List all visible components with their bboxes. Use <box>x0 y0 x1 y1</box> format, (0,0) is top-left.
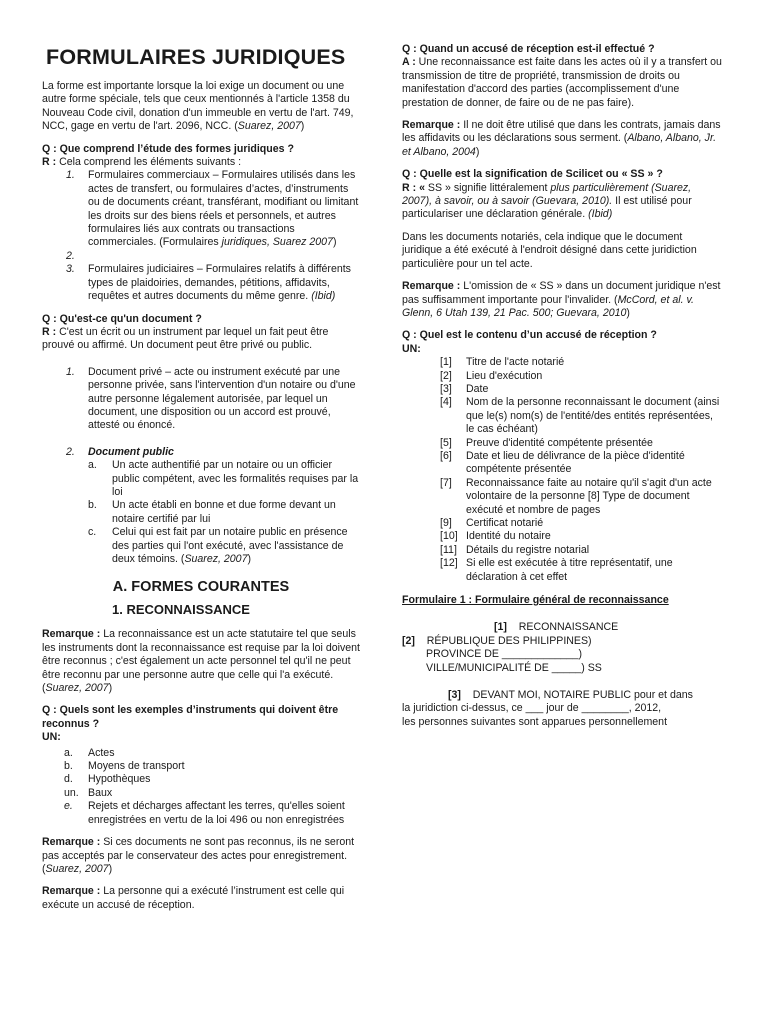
form-text: DEVANT MOI, NOTAIRE PUBLIC pour et dans <box>472 689 693 702</box>
intro-citation: Suarez, 2007 <box>237 120 301 133</box>
intro-text: La forme est importante lorsque la loi exige un document ou une autre forme spéciale, tels que ceux mentionnés à l'article 1358 du Nouveau Code civil, donation d'un immeuble en vertu de l'art. 749, NCC, gage en vertu de l'art. 2096, NCC. ( <box>42 80 354 133</box>
list-item-text: Certificat notarié <box>466 517 544 529</box>
sublist-item-citation: Suarez, 2007 <box>184 553 248 565</box>
remark-label: Remarque : <box>42 628 101 641</box>
remark-1 <box>42 628 360 695</box>
form-text: RÉPUBLIQUE DES PHILIPPINES) <box>426 634 592 647</box>
list-item-text: Lieu d'exécution <box>466 369 543 382</box>
list-item-text: Document privé – acte ou instrument exécuté par une personne privée, sans l'intervention d'un notaire ou d'une autre personne légalement autorisée, par lequel un document, une disposition ou un accord est prouvé, attesté ou énoncé. <box>88 365 356 432</box>
answer-label-un: UN: <box>402 342 421 355</box>
list-number: [1] <box>440 356 452 369</box>
question-5: Q : Quelle est la signification de Scilicet ou « SS » ? <box>402 168 663 181</box>
sublist-item <box>42 526 360 566</box>
remark-3 <box>42 885 360 912</box>
list-number: 1. <box>66 365 75 378</box>
list-item <box>42 250 360 263</box>
remark-end: ) <box>108 862 113 875</box>
list-item <box>402 396 724 436</box>
acknowledgment-contents-list <box>402 356 724 584</box>
list-number: 2. <box>66 445 75 458</box>
list-item-text: Date et lieu de délivrance de la pièce d'identité compétente présentée <box>466 449 685 476</box>
sublist-letter: a. <box>88 459 97 472</box>
list-item-text: Titre de l'acte notarié <box>466 356 565 369</box>
form-line-4: VILLE/MUNICIPALITÉ DE _____) SS <box>426 661 602 674</box>
remark-label: Remarque : <box>42 885 101 898</box>
list-number: [3] <box>440 382 452 395</box>
page-title: FORMULAIRES JURIDIQUES <box>46 45 346 69</box>
field-number: [2] <box>402 634 415 647</box>
list-letter: e. <box>64 800 73 813</box>
form-line-3: PROVINCE DE _____________) <box>426 648 583 661</box>
right-column <box>402 43 724 729</box>
list-item <box>42 773 360 786</box>
list-number: [9] <box>440 517 452 529</box>
list-item <box>42 747 360 760</box>
sublist-item-end: ) <box>247 553 251 565</box>
form-line-5 <box>402 689 724 702</box>
answer-4 <box>402 56 724 110</box>
list-letter: a. <box>64 746 73 759</box>
answer-2 <box>42 326 360 353</box>
remark-5 <box>402 280 724 320</box>
list-number: [4] <box>440 396 452 409</box>
remark-citation: Suarez, 2007 <box>45 682 109 695</box>
remark-citation: McCord, et al. v. Glenn, 6 Utah 139, 21 Pac. 500; Guevara, 2010 <box>402 293 694 319</box>
remark-text: Il ne doit être utilisé que dans les contrats, jamais dans les affidavits ou les déclarations sous serment. ( <box>402 119 721 145</box>
answer-label: R : « <box>402 181 425 194</box>
intro-end: ) <box>300 120 305 133</box>
list-item <box>402 477 724 517</box>
document-types-list <box>42 366 360 459</box>
notarial-paragraph: Dans les documents notariés, cela indique que le document juridique a été exécuté à l'endroit désigné dans cette juridiction particulière pour un tel acte. <box>402 230 697 270</box>
list-item <box>402 383 724 396</box>
list-number: [6] <box>440 449 452 462</box>
list-item <box>402 557 724 584</box>
forms-list <box>42 169 360 303</box>
answer-5-text: SS » signifie littéralement <box>424 181 551 194</box>
remark-end: ) <box>475 145 480 158</box>
instruments-list <box>42 747 360 827</box>
list-letter: d. <box>64 773 73 786</box>
form-line-2 <box>402 635 724 648</box>
list-item <box>402 517 724 530</box>
list-item-text: Détails du registre notarial <box>466 543 590 556</box>
question-3: Q : Quels sont les exemples d’instruments qui doivent être reconnus ? <box>42 704 339 730</box>
remark-2 <box>42 836 360 876</box>
sublist-item-text: Celui qui est fait par un notaire public en présence des parties qui l'ont exécuté, avec l'assistance de deux témoins. ( <box>112 526 348 565</box>
question-2: Q : Qu'est-ce qu'un document ? <box>42 312 202 325</box>
list-item <box>402 356 724 369</box>
remark-label: Remarque : <box>402 119 461 132</box>
remark-4 <box>402 119 724 159</box>
list-number: [7] <box>440 476 452 489</box>
list-item-text: Baux <box>88 786 113 799</box>
list-item-private-document <box>42 366 360 433</box>
remark-end: ) <box>626 306 630 319</box>
list-item <box>402 450 724 477</box>
list-number: [10] <box>440 530 458 543</box>
sublist-letter: b. <box>88 499 97 512</box>
form-line-7: les personnes suivantes sont apparues personnellement <box>402 715 668 728</box>
answer-5-citation-2: (Ibid) <box>588 208 613 221</box>
list-item-text: Reconnaissance faite au notaire qu'il s'agit d'un acte volontaire de la personne [8] Type de document exécuté et nombre de pages <box>466 476 712 516</box>
question-6: Q : Quel est le contenu d’un accusé de réception ? <box>402 329 657 342</box>
list-item-text: Formulaires commerciaux – Formulaires utilisés dans les actes de transfert, ou formulaires d’actes, d’instruments ou de documents créant, transférant, modifiant ou limitant les droits sur des biens réels et personnels, et autres formulaires liés aux contrats ou transactions commerciales. (Formulaires <box>88 169 359 249</box>
list-item <box>42 760 360 773</box>
question-1: Q : Que comprend l’étude des formes juridiques ? <box>42 142 294 155</box>
form-1-title: Formulaire 1 : Formulaire général de reconnaissance <box>402 594 669 607</box>
list-item-text: Identité du notaire <box>466 530 551 543</box>
sublist-letter: c. <box>88 526 97 539</box>
list-item-heading: Document public <box>88 445 174 458</box>
subsection-heading-1: 1. RECONNAISSANCE <box>112 602 250 618</box>
list-item-text: Nom de la personne reconnaissant le document (ainsi que le(s) nom(s) de l'entité/des entités représentées, le cas échéant) <box>466 396 720 436</box>
list-number: 1. <box>66 169 75 182</box>
sublist-item <box>42 499 360 526</box>
list-item <box>402 544 724 557</box>
list-item-text: Hypothèques <box>88 773 151 786</box>
list-item <box>42 169 360 249</box>
list-item-text: Date <box>466 382 489 395</box>
section-heading-a: A. FORMES COURANTES <box>112 579 290 596</box>
list-item <box>402 530 724 543</box>
list-item-public-document <box>42 446 360 459</box>
answer-4-text: Une reconnaissance est faite dans les actes où il y a transfert ou transmission de titre de propriété, transmission de droits ou manifestation d'accord des parties (accomplissement d'une prestation de donner, de faire ou de ne pas faire). <box>402 56 722 109</box>
remark-citation: Suarez, 2007 <box>45 862 109 875</box>
answer-label: R : <box>42 325 57 338</box>
remark-citation: Albano, Albano, Jr. et Albano, 2004 <box>402 132 717 158</box>
list-item-text: Rejets et décharges affectant les terres, qu'elles soient enregistrées en vertu de la loi 496 ou non enregistrées <box>88 800 345 826</box>
list-item-citation: (Ibid) <box>311 290 336 303</box>
list-item <box>42 800 360 827</box>
list-item-text: Formulaires judiciaires – Formulaires relatifs à différents types de plaidoiries, demandes, pétitions, affidavits, requêtes et autres documents du même genre. <box>88 263 351 303</box>
answer-1-text: Cela comprend les éléments suivants : <box>56 156 242 169</box>
remark-label: Remarque : <box>402 280 461 293</box>
answer-5-citation: plus particulièrement (Suarez, 2007), à savoir, ou à savoir (Guevara, 2010). <box>402 181 692 208</box>
remark-text: Si ces documents ne sont pas reconnus, ils ne seront pas acceptés par le conservateur des actes pour enregistrement. ( <box>42 836 355 875</box>
left-column <box>42 0 360 912</box>
list-item-text: Actes <box>88 746 115 759</box>
sublist-item <box>42 459 360 499</box>
answer-label: R : <box>42 156 57 169</box>
sublist-item-text: Un acte authentifié par un notaire ou un officier public compétent, avec les formalités requises par la loi <box>112 459 359 498</box>
list-number: [12] <box>440 557 458 570</box>
list-item-citation: juridiques, Suarez 2007 <box>221 236 333 249</box>
list-item-end: ) <box>332 236 337 249</box>
list-number: [2] <box>440 369 452 382</box>
list-letter: b. <box>64 760 73 773</box>
form-line-6: la juridiction ci-dessus, ce ___ jour de ________, 2012, <box>402 702 662 715</box>
intro-paragraph <box>42 80 360 134</box>
list-item-text: Preuve d'identité compétente présentée <box>466 436 653 449</box>
list-item-text: Si elle est exécutée à titre représentatif, une déclaration à cet effet <box>466 557 673 583</box>
field-number: [1] <box>494 621 507 634</box>
list-letter: un. <box>64 786 79 799</box>
remark-text: La personne qui a exécuté l’instrument est celle qui exécute un accusé de réception. <box>42 885 345 911</box>
list-item <box>42 787 360 800</box>
answer-5 <box>402 182 724 222</box>
form-heading: RECONNAISSANCE <box>518 621 619 634</box>
question-4: Q : Quand un accusé de réception est-il effectué ? <box>402 43 655 55</box>
answer-label-un: UN: <box>42 731 61 744</box>
public-document-sublist <box>42 459 360 566</box>
form-line-1 <box>402 621 724 634</box>
list-item-text: Moyens de transport <box>88 760 185 773</box>
answer-1 <box>42 156 360 169</box>
field-number: [3] <box>448 689 461 702</box>
sublist-item-text: Un acte établi en bonne et due forme devant un notaire certifié par lui <box>112 499 336 525</box>
remark-text: L'omission de « SS » dans un document juridique n'est pas suffisamment importante pour l'invalider. ( <box>402 280 721 306</box>
list-number: [5] <box>440 436 452 449</box>
list-item <box>42 263 360 303</box>
remark-text: La reconnaissance est un acte statutaire tel que seuls les instruments dont la reconnaissance est requise par la loi doivent être reconnus ; c'est également un acte personnel tel qu'il ne peut être reconnu par une personne autre que celle qui l'a exécuté. ( <box>42 628 360 695</box>
answer-label: A : <box>402 56 416 69</box>
list-number: 2. <box>66 249 75 262</box>
list-item <box>402 437 724 450</box>
remark-label: Remarque : <box>42 836 101 849</box>
list-item <box>402 370 724 383</box>
list-number: [11] <box>440 543 457 556</box>
list-number: 3. <box>66 263 75 276</box>
answer-5-text-2: Il est utilisé pour particulariser une déclaration générale. <box>402 195 692 221</box>
answer-2-text: C'est un écrit ou un instrument par lequel un fait peut être prouvé ou affirmé. Un document peut être privé ou public. <box>42 325 329 352</box>
remark-end: ) <box>108 682 113 695</box>
